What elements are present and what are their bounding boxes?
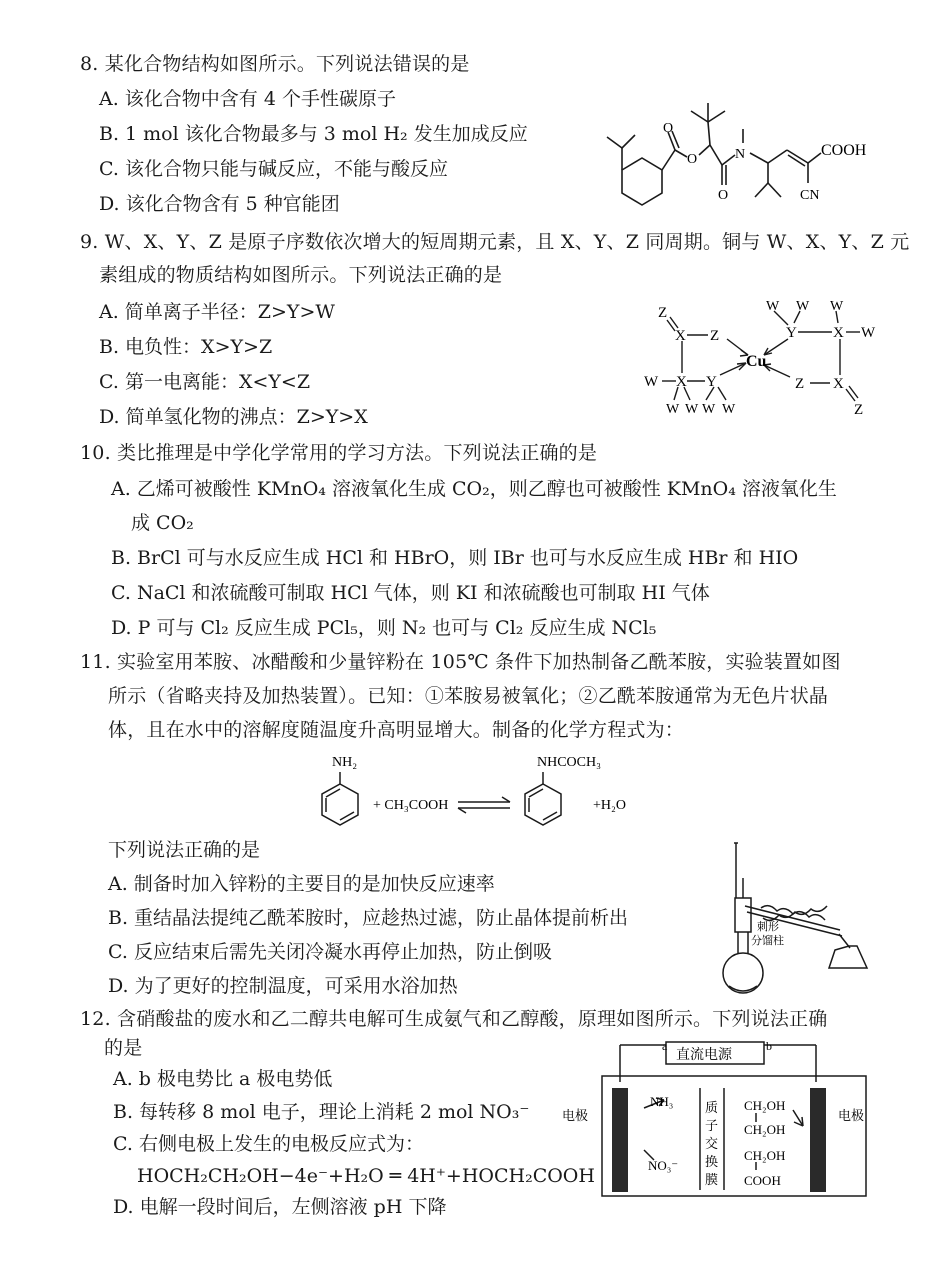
- q12-power-source-label: 直流电源: [676, 1048, 732, 1063]
- q9-option-a: A. 简单离子半径：Z>Y>W: [99, 301, 335, 323]
- q8-option-b: B. 1 mol 该化合物最多与 3 mol H₂ 发生加成反应: [99, 123, 528, 145]
- q12-stem-line1: 12. 含硝酸盐的废水和乙二醇共电解可生成氨气和乙醇酸，原理如图所示。下列说法正确: [80, 1008, 828, 1030]
- q10-option-b: B. BrCl 可与水反应生成 HCl 和 HBrO，则 IBr 也可与水反应生成 HBr 和 HIO: [111, 547, 799, 569]
- q11-question: 下列说法正确的是: [108, 839, 261, 861]
- q9-w-b4: W: [722, 402, 736, 417]
- q9-option-c: C. 第一电离能：X<Y<Z: [99, 371, 311, 393]
- q8-n-label: N: [735, 147, 746, 162]
- q8-structure-diagram: [595, 95, 880, 220]
- q8-o3-label: O: [718, 188, 729, 203]
- q8-cn-label: CN: [800, 188, 820, 203]
- q9-w-left: W: [644, 374, 659, 390]
- q9-x-bottom-left: X: [676, 374, 687, 390]
- q12-option-c-line1: C. 右侧电极上发生的电极反应式为：: [113, 1133, 424, 1155]
- q12-glycolic-acid-top: CH₂OH: [744, 1148, 786, 1163]
- q12-nh3-label: NH₃: [650, 1094, 674, 1109]
- q12-electrolysis-cell-diagram: [558, 1040, 878, 1200]
- q9-x-top-right: X: [833, 325, 844, 341]
- q12-option-c-line2: HOCH₂CH₂OH−4e⁻+H₂O ═ 4H⁺+HOCH₂COOH: [137, 1165, 595, 1187]
- q9-y-top-right: Y: [786, 325, 797, 341]
- q12-option-b: B. 每转移 8 mol 电子，理论上消耗 2 mol NO₃⁻: [113, 1101, 530, 1123]
- q9-w-right: W: [861, 325, 876, 341]
- q8-cooh-label: COOH: [821, 142, 867, 159]
- q12-left-electrode-label: 电极: [562, 1108, 589, 1123]
- q9-w-t3: W: [830, 299, 844, 314]
- q10-option-a-line2: 成 CO₂: [131, 512, 194, 534]
- q10-stem: 10. 类比推理是中学化学常用的学习方法。下列说法正确的是: [80, 442, 598, 464]
- q12-glycolic-acid-bottom: COOH: [744, 1173, 781, 1188]
- q9-y-bottom-left: Y: [706, 374, 717, 390]
- q8-option-a: A. 该化合物中含有 4 个手性碳原子: [99, 88, 396, 110]
- q11-apparatus-label-1: 刺形: [757, 921, 779, 933]
- q11-reaction-equation: [305, 748, 650, 838]
- q9-x-top-left: X: [675, 328, 686, 344]
- q9-copper-complex-diagram: [640, 295, 885, 420]
- q8-stem: 8. 某化合物结构如图所示。下列说法错误的是: [80, 53, 470, 75]
- q11-water-label: +H₂O: [593, 798, 626, 813]
- q9-w-t2: W: [796, 299, 810, 314]
- q12-option-a: A. b 极电势比 a 极电势低: [113, 1068, 333, 1090]
- q12-membrane-char-4: 换: [705, 1154, 719, 1169]
- q12-ethylene-glycol-bottom: CH₂OH: [744, 1122, 786, 1137]
- q11-stem-line1: 11. 实验室用苯胺、冰醋酸和少量锌粉在 105℃ 条件下加热制备乙酰苯胺，实验装置如图: [80, 651, 841, 673]
- q11-option-d: D. 为了更好的控制温度，可采用水浴加热: [108, 975, 458, 997]
- q11-option-a: A. 制备时加入锌粉的主要目的是加快反应速率: [108, 873, 495, 895]
- q9-x-bottom-right: X: [833, 376, 844, 392]
- q12-terminal-b: b: [766, 1040, 772, 1053]
- q12-terminal-a: a: [662, 1040, 668, 1053]
- q10-option-a-line1: A. 乙烯可被酸性 KMnO₄ 溶液氧化生成 CO₂，则乙醇也可被酸性 KMnO₄ 溶液氧化生: [111, 478, 837, 500]
- q12-stem-line2: 的是: [104, 1037, 143, 1059]
- q9-option-d: D. 简单氢化物的沸点：Z>Y>X: [99, 406, 368, 428]
- q10-option-d: D. P 可与 Cl₂ 反应生成 PCl₅，则 N₂ 也可与 Cl₂ 反应生成 NCl₅: [111, 617, 657, 639]
- q8-o2-label: O: [687, 152, 698, 167]
- q11-apparatus-label-2: 分馏柱: [751, 935, 784, 947]
- q8-o1-label: O: [663, 121, 674, 136]
- q12-membrane-char-1: 质: [705, 1100, 719, 1115]
- q8-option-c: C. 该化合物只能与碱反应，不能与酸反应: [99, 158, 448, 180]
- q12-membrane-char-5: 膜: [705, 1172, 719, 1187]
- q9-cu-center: Cu: [746, 353, 767, 370]
- q12-right-electrode-label: 电极: [838, 1108, 865, 1123]
- q11-apparatus-diagram: [705, 838, 875, 998]
- q9-w-b1: W: [666, 402, 680, 417]
- q9-z-bottom-right: Z: [854, 402, 864, 418]
- q12-membrane-char-3: 交: [705, 1136, 719, 1151]
- q11-stem-line3: 体，且在水中的溶解度随温度升高明显增大。制备的化学方程式为：: [108, 719, 685, 741]
- q12-ethylene-glycol-top: CH₂OH: [744, 1098, 786, 1113]
- q11-stem-line2: 所示（省略夹持及加热装置）。已知：①苯胺易被氧化；②乙酰苯胺通常为无色片状晶: [108, 685, 829, 707]
- q9-z-top-left: Z: [658, 305, 668, 321]
- q11-reactant-acetic-acid: + CH₃COOH: [373, 798, 449, 813]
- q9-z-right: Z: [795, 376, 805, 392]
- q9-w-b2: W: [685, 402, 699, 417]
- q10-option-c: C. NaCl 和浓硫酸可制取 HCl 气体，则 KI 和浓硫酸也可制取 HI 气体: [111, 582, 710, 604]
- q9-option-b: B. 电负性：X>Y>Z: [99, 336, 273, 358]
- q9-w-b3: W: [702, 402, 716, 417]
- q9-w-t1: W: [766, 299, 780, 314]
- q9-stem-line2: 素组成的物质结构如图所示。下列说法正确的是: [99, 264, 503, 286]
- q12-no3-label: NO₃⁻: [648, 1158, 679, 1173]
- q8-option-d: D. 该化合物含有 5 种官能团: [99, 193, 340, 215]
- q12-option-d: D. 电解一段时间后，左侧溶液 pH 下降: [113, 1196, 447, 1218]
- q9-stem-line1: 9. W、X、Y、Z 是原子序数依次增大的短周期元素，且 X、Y、Z 同周期。铜与 W、X、Y、Z 元: [80, 231, 910, 253]
- q11-product-label: NHCOCH₃: [537, 755, 601, 770]
- q11-option-b: B. 重结晶法提纯乙酰苯胺时，应趁热过滤，防止晶体提前析出: [108, 907, 629, 929]
- q9-z-left: Z: [710, 328, 720, 344]
- q11-nh2-label: NH₂: [332, 755, 358, 770]
- q12-membrane-char-2: 子: [705, 1118, 719, 1133]
- q11-option-c: C. 反应结束后需先关闭冷凝水再停止加热，防止倒吸: [108, 941, 552, 963]
